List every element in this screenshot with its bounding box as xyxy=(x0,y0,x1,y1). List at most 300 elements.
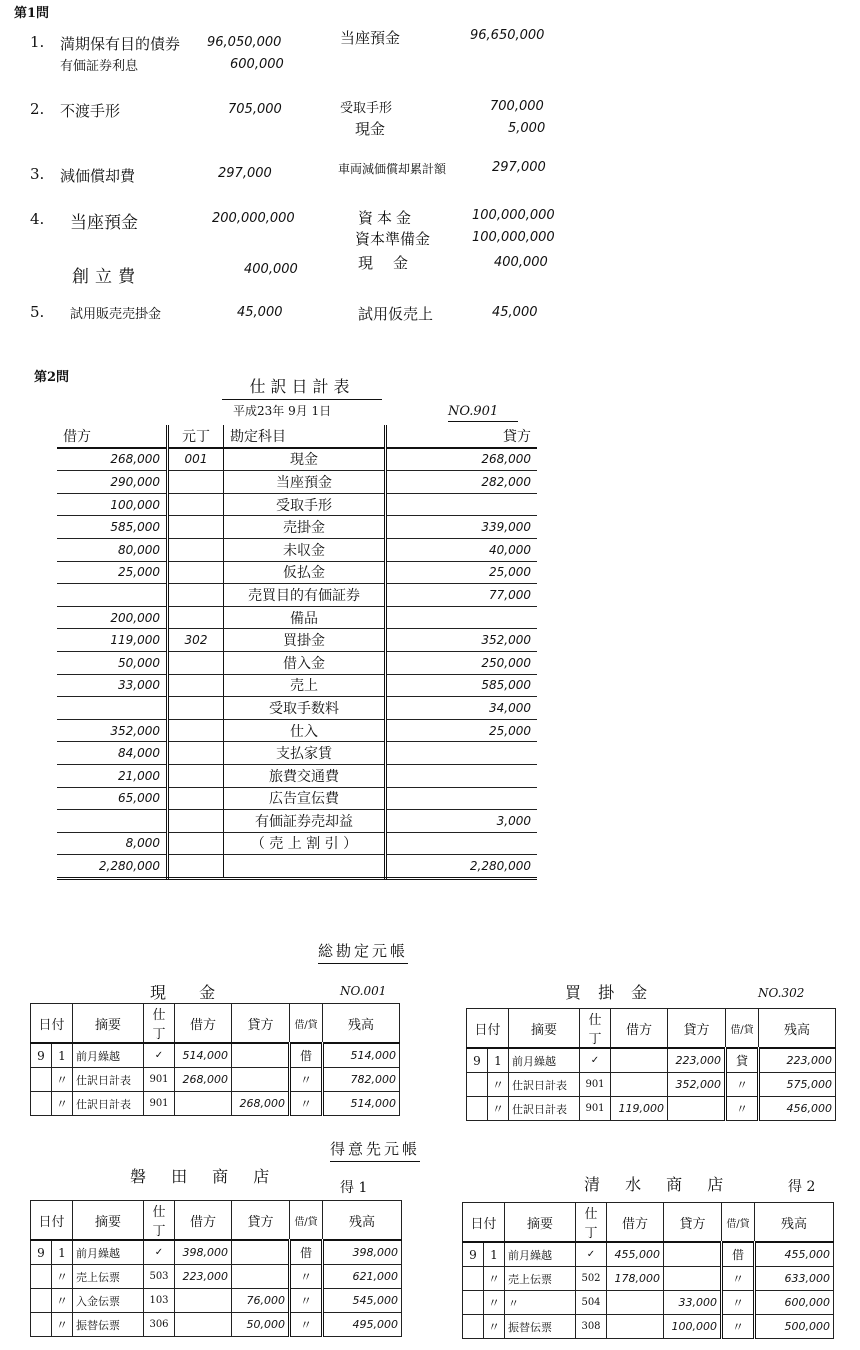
debit-header: 借方 xyxy=(611,1009,668,1049)
credit-header: 貸方 xyxy=(386,425,538,448)
ledger-row xyxy=(467,1048,836,1073)
ledger-row xyxy=(463,1267,834,1291)
credit-account: 受取手形 xyxy=(340,101,393,116)
day-cell: 〃 xyxy=(52,1289,73,1313)
ref-cell xyxy=(168,471,224,494)
account-cell: 受取手数料 xyxy=(224,697,386,720)
balance-type-cell: 〃 xyxy=(290,1092,323,1116)
debit-cell xyxy=(611,1048,668,1073)
debit-cell: 25,000 xyxy=(57,561,168,584)
credit-amount: 400,000 xyxy=(494,255,548,270)
description-cell: 売上伝票 xyxy=(73,1265,144,1289)
debit-amount: 600,000 xyxy=(230,57,284,72)
description-header: 摘要 xyxy=(73,1201,144,1241)
journal-title: 仕訳日計表 xyxy=(222,374,382,400)
debit-cell: 50,000 xyxy=(57,651,168,674)
month-cell xyxy=(467,1097,488,1121)
ref-cell: 502 xyxy=(576,1267,607,1291)
account-cell: 売上 xyxy=(224,674,386,697)
ledger-header-row xyxy=(31,1004,400,1044)
balance-cell: 545,000 xyxy=(323,1289,402,1313)
journal-row xyxy=(57,855,537,879)
ledger-row xyxy=(467,1097,836,1121)
entry-number: 4. xyxy=(30,210,45,228)
ref-cell: ✓ xyxy=(580,1048,611,1073)
journal-row xyxy=(57,651,537,674)
account-cell: 売掛金 xyxy=(224,516,386,539)
ref-header: 元丁 xyxy=(168,425,224,448)
debit-amount: 96,050,000 xyxy=(207,35,282,50)
ledger-row xyxy=(463,1315,834,1339)
ledger-row xyxy=(463,1291,834,1315)
debit-account: 有価証券利息 xyxy=(60,59,139,74)
account-cell: 有価証券売却益 xyxy=(224,810,386,833)
day-cell: 1 xyxy=(52,1043,73,1068)
debit-cell: 268,000 xyxy=(57,448,168,471)
month-cell xyxy=(31,1265,52,1289)
debit-cell xyxy=(607,1315,664,1339)
description-cell: 前月繰越 xyxy=(509,1048,580,1073)
credit-cell xyxy=(386,742,538,765)
ledger-row xyxy=(31,1240,402,1265)
month-cell xyxy=(463,1315,484,1339)
debit-header: 借方 xyxy=(57,425,168,448)
credit-account: 現金 xyxy=(355,120,386,138)
debit-amount: 705,000 xyxy=(228,102,282,117)
debit-account: 試用販売売掛金 xyxy=(70,307,162,322)
ref-cell: 306 xyxy=(144,1313,175,1337)
credit-cell xyxy=(232,1265,290,1289)
journal-row xyxy=(57,810,537,833)
account-cell: 借入金 xyxy=(224,651,386,674)
ref-cell xyxy=(168,493,224,516)
credit-cell xyxy=(386,832,538,855)
ref-cell: 901 xyxy=(144,1068,175,1092)
account-cell: 受取手形 xyxy=(224,493,386,516)
debit-cell: 514,000 xyxy=(175,1043,232,1068)
ref-header: 仕丁 xyxy=(576,1203,607,1243)
debit-cell xyxy=(57,584,168,607)
shimizu-ledger-number: 得 2 xyxy=(788,1179,816,1195)
ref-cell xyxy=(168,719,224,742)
balance-cell: 621,000 xyxy=(323,1265,402,1289)
debit-cell: 398,000 xyxy=(175,1240,232,1265)
credit-cell xyxy=(668,1097,726,1121)
debit-cell: 80,000 xyxy=(57,538,168,561)
month-cell xyxy=(467,1073,488,1097)
debit-header: 借方 xyxy=(175,1201,232,1241)
month-cell: 9 xyxy=(31,1240,52,1265)
debit-header: 借方 xyxy=(175,1004,232,1044)
credit-account: 当座預金 xyxy=(340,29,401,47)
month-cell xyxy=(463,1267,484,1291)
day-cell: 1 xyxy=(52,1240,73,1265)
balance-header: 残高 xyxy=(755,1203,834,1243)
description-header: 摘要 xyxy=(73,1004,144,1044)
balance-type-cell: 貸 xyxy=(726,1048,759,1073)
credit-cell: 3,000 xyxy=(386,810,538,833)
balance-type-cell: 〃 xyxy=(722,1291,755,1315)
account-cell: 現金 xyxy=(224,448,386,471)
credit-cell: 40,000 xyxy=(386,538,538,561)
ref-cell: 901 xyxy=(580,1073,611,1097)
account-cell xyxy=(224,855,386,879)
payable-ledger-number: NO.302 xyxy=(758,986,805,1000)
month-cell: 9 xyxy=(463,1242,484,1267)
ref-cell xyxy=(168,697,224,720)
entry-number: 1. xyxy=(30,33,45,51)
day-cell: 1 xyxy=(488,1048,509,1073)
ref-cell: 001 xyxy=(168,448,224,471)
debit-cell: 352,000 xyxy=(57,719,168,742)
credit-cell: 585,000 xyxy=(386,674,538,697)
description-cell: 前月繰越 xyxy=(505,1242,576,1267)
customer-ledger-title: 得意先元帳 xyxy=(330,1138,420,1162)
month-cell: 9 xyxy=(31,1043,52,1068)
ref-cell: ✓ xyxy=(576,1242,607,1267)
journal-header-row xyxy=(57,425,537,448)
account-cell: 買掛金 xyxy=(224,629,386,652)
ref-header: 仕丁 xyxy=(144,1004,175,1044)
debit-cell: 33,000 xyxy=(57,674,168,697)
debit-cell: 200,000 xyxy=(57,606,168,629)
day-cell: 〃 xyxy=(52,1265,73,1289)
credit-cell: 33,000 xyxy=(664,1291,722,1315)
ledger-row xyxy=(31,1265,402,1289)
q2-heading: 第2問 xyxy=(34,370,70,385)
debit-cell: 455,000 xyxy=(607,1242,664,1267)
journal-row xyxy=(57,832,537,855)
credit-cell: 25,000 xyxy=(386,561,538,584)
ref-header: 仕丁 xyxy=(580,1009,611,1049)
account-cell: 仮払金 xyxy=(224,561,386,584)
balance-cell: 398,000 xyxy=(323,1240,402,1265)
balance-type-cell: 借 xyxy=(290,1043,323,1068)
debit-amount: 200,000,000 xyxy=(212,211,295,226)
debit-account: 創立費 xyxy=(72,267,141,287)
account-cell: 旅費交通費 xyxy=(224,764,386,787)
debit-cell xyxy=(607,1291,664,1315)
balance-type-cell: 借 xyxy=(290,1240,323,1265)
journal-table xyxy=(57,425,537,880)
journal-row xyxy=(57,697,537,720)
entry-number: 5. xyxy=(30,303,45,321)
credit-cell xyxy=(664,1242,722,1267)
ledger-row xyxy=(463,1242,834,1267)
debit-cell: 65,000 xyxy=(57,787,168,810)
debit-cell: 223,000 xyxy=(175,1265,232,1289)
debit-cell: 178,000 xyxy=(607,1267,664,1291)
credit-cell: 352,000 xyxy=(386,629,538,652)
debit-cell: 84,000 xyxy=(57,742,168,765)
account-cell: 当座預金 xyxy=(224,471,386,494)
credit-cell xyxy=(232,1068,290,1092)
account-cell: 売買目的有価証券 xyxy=(224,584,386,607)
balance-cell: 575,000 xyxy=(759,1073,836,1097)
journal-row xyxy=(57,629,537,652)
credit-cell: 250,000 xyxy=(386,651,538,674)
credit-amount: 96,650,000 xyxy=(470,28,545,43)
payable-ledger-table xyxy=(466,1008,836,1121)
ledger-row xyxy=(467,1073,836,1097)
ref-cell xyxy=(168,561,224,584)
balance-type-cell: 〃 xyxy=(290,1265,323,1289)
debit-cell: 119,000 xyxy=(57,629,168,652)
date-header: 日付 xyxy=(463,1203,505,1243)
credit-header: 貸方 xyxy=(664,1203,722,1243)
debit-cell: 268,000 xyxy=(175,1068,232,1092)
balance-header: 残高 xyxy=(323,1004,400,1044)
ledger-row xyxy=(31,1092,400,1116)
description-cell: 仕訳日計表 xyxy=(509,1073,580,1097)
ref-cell xyxy=(168,516,224,539)
debit-cell: 2,280,000 xyxy=(57,855,168,879)
credit-cell: 339,000 xyxy=(386,516,538,539)
payable-ledger-title: 買 掛 金 xyxy=(565,983,654,1002)
ledger-row xyxy=(31,1068,400,1092)
debit-cell xyxy=(611,1073,668,1097)
month-cell xyxy=(31,1289,52,1313)
balance-cell: 600,000 xyxy=(755,1291,834,1315)
journal-row xyxy=(57,719,537,742)
cash-ledger-table xyxy=(30,1003,400,1116)
journal-row xyxy=(57,674,537,697)
description-cell: 前月繰越 xyxy=(73,1043,144,1068)
journal-row xyxy=(57,742,537,765)
debit-amount: 400,000 xyxy=(244,262,298,277)
credit-amount: 297,000 xyxy=(492,160,546,175)
credit-cell xyxy=(386,493,538,516)
ref-cell xyxy=(168,832,224,855)
balance-type-cell: 〃 xyxy=(290,1313,323,1337)
debit-amount: 297,000 xyxy=(218,166,272,181)
balance-type-cell: 〃 xyxy=(722,1267,755,1291)
journal-row xyxy=(57,471,537,494)
day-cell: 〃 xyxy=(488,1073,509,1097)
balance-type-cell: 〃 xyxy=(290,1289,323,1313)
ref-cell: 901 xyxy=(144,1092,175,1116)
debit-cell xyxy=(57,810,168,833)
month-cell xyxy=(31,1313,52,1337)
credit-cell: 282,000 xyxy=(386,471,538,494)
ref-cell: 308 xyxy=(576,1315,607,1339)
journal-row xyxy=(57,538,537,561)
credit-amount: 45,000 xyxy=(492,305,538,320)
account-cell: 備品 xyxy=(224,606,386,629)
credit-header: 貸方 xyxy=(668,1009,726,1049)
ref-cell xyxy=(168,651,224,674)
description-cell: 仕訳日計表 xyxy=(509,1097,580,1121)
balance-cell: 455,000 xyxy=(755,1242,834,1267)
credit-cell: 268,000 xyxy=(386,448,538,471)
day-cell: 1 xyxy=(484,1242,505,1267)
day-cell: 〃 xyxy=(52,1068,73,1092)
general-ledger-title: 総勘定元帳 xyxy=(318,940,408,964)
description-cell: 売上伝票 xyxy=(505,1267,576,1291)
credit-amount: 700,000 xyxy=(490,99,544,114)
credit-cell: 50,000 xyxy=(232,1313,290,1337)
journal-row xyxy=(57,606,537,629)
balance-type-cell: 借 xyxy=(722,1242,755,1267)
journal-row xyxy=(57,448,537,471)
description-cell: 振替伝票 xyxy=(73,1313,144,1337)
debit-cell xyxy=(175,1092,232,1116)
day-cell: 〃 xyxy=(52,1313,73,1337)
day-cell: 〃 xyxy=(484,1267,505,1291)
ref-cell xyxy=(168,742,224,765)
ref-cell: 503 xyxy=(144,1265,175,1289)
month-cell: 9 xyxy=(467,1048,488,1073)
debit-cell: 119,000 xyxy=(611,1097,668,1121)
description-cell: 〃 xyxy=(505,1291,576,1315)
credit-cell xyxy=(386,606,538,629)
debit-cell xyxy=(175,1289,232,1313)
balance-type-cell: 〃 xyxy=(290,1068,323,1092)
credit-cell: 76,000 xyxy=(232,1289,290,1313)
debit-account: 減価償却費 xyxy=(60,167,136,185)
journal-row xyxy=(57,764,537,787)
balance-type-header: 借/貸 xyxy=(290,1004,323,1044)
iwata-ledger-title: 磐 田 商 店 xyxy=(130,1167,280,1186)
credit-header: 貸方 xyxy=(232,1004,290,1044)
balance-header: 残高 xyxy=(759,1009,836,1049)
ledger-header-row xyxy=(463,1203,834,1243)
debit-cell xyxy=(57,697,168,720)
entry-number: 3. xyxy=(30,165,45,183)
credit-cell xyxy=(386,764,538,787)
ref-cell: ✓ xyxy=(144,1043,175,1068)
ref-cell xyxy=(168,810,224,833)
cash-ledger-title: 現 金 xyxy=(150,983,230,1002)
iwata-ledger-table xyxy=(30,1200,402,1337)
description-cell: 前月繰越 xyxy=(73,1240,144,1265)
journal-row xyxy=(57,561,537,584)
ledger-header-row xyxy=(467,1009,836,1049)
debit-account: 当座預金 xyxy=(70,213,138,233)
ref-cell xyxy=(168,674,224,697)
ref-cell xyxy=(168,584,224,607)
credit-cell: 268,000 xyxy=(232,1092,290,1116)
ref-cell: 302 xyxy=(168,629,224,652)
date-header: 日付 xyxy=(31,1004,73,1044)
credit-account: 試用仮売上 xyxy=(358,305,434,323)
ref-cell: 103 xyxy=(144,1289,175,1313)
balance-header: 残高 xyxy=(323,1201,402,1241)
credit-account: 現金 xyxy=(358,254,429,272)
credit-cell xyxy=(232,1240,290,1265)
month-cell xyxy=(31,1068,52,1092)
balance-cell: 514,000 xyxy=(323,1092,400,1116)
ref-cell: 901 xyxy=(580,1097,611,1121)
iwata-ledger-number: 得 1 xyxy=(340,1180,368,1196)
credit-cell: 25,000 xyxy=(386,719,538,742)
credit-cell: 352,000 xyxy=(668,1073,726,1097)
balance-type-cell: 〃 xyxy=(726,1073,759,1097)
date-header: 日付 xyxy=(467,1009,509,1049)
ref-cell xyxy=(168,764,224,787)
credit-amount: 100,000,000 xyxy=(472,230,555,245)
account-cell: 仕入 xyxy=(224,719,386,742)
credit-cell: 223,000 xyxy=(668,1048,726,1073)
date-header: 日付 xyxy=(31,1201,73,1241)
credit-account: 資本準備金 xyxy=(355,230,431,248)
account-header: 勘定科目 xyxy=(224,425,386,448)
debit-cell: 8,000 xyxy=(57,832,168,855)
journal-row xyxy=(57,787,537,810)
shimizu-ledger-table xyxy=(462,1202,834,1339)
credit-cell xyxy=(232,1043,290,1068)
description-cell: 入金伝票 xyxy=(73,1289,144,1313)
debit-cell xyxy=(175,1313,232,1337)
debit-cell: 290,000 xyxy=(57,471,168,494)
balance-cell: 514,000 xyxy=(323,1043,400,1068)
balance-type-header: 借/貸 xyxy=(290,1201,323,1241)
ledger-row xyxy=(31,1289,402,1313)
ref-cell xyxy=(168,606,224,629)
journal-row xyxy=(57,584,537,607)
day-cell: 〃 xyxy=(52,1092,73,1116)
account-cell: 未収金 xyxy=(224,538,386,561)
description-cell: 仕訳日計表 xyxy=(73,1092,144,1116)
debit-header: 借方 xyxy=(607,1203,664,1243)
day-cell: 〃 xyxy=(484,1315,505,1339)
credit-account: 資本金 xyxy=(358,209,416,227)
cash-ledger-number: NO.001 xyxy=(340,984,387,998)
credit-cell xyxy=(664,1267,722,1291)
balance-cell: 456,000 xyxy=(759,1097,836,1121)
ref-cell: 504 xyxy=(576,1291,607,1315)
account-cell: 支払家賃 xyxy=(224,742,386,765)
day-cell: 〃 xyxy=(484,1291,505,1315)
month-cell xyxy=(463,1291,484,1315)
journal-date: 平成23年 9月 1日 xyxy=(233,404,332,418)
account-cell: 広告宣伝費 xyxy=(224,787,386,810)
ledger-row xyxy=(31,1313,402,1337)
debit-cell: 585,000 xyxy=(57,516,168,539)
balance-type-cell: 〃 xyxy=(722,1315,755,1339)
credit-cell: 77,000 xyxy=(386,584,538,607)
ref-header: 仕丁 xyxy=(144,1201,175,1241)
balance-cell: 495,000 xyxy=(323,1313,402,1337)
debit-account: 不渡手形 xyxy=(60,102,121,120)
ref-cell xyxy=(168,538,224,561)
balance-cell: 500,000 xyxy=(755,1315,834,1339)
ledger-row xyxy=(31,1043,400,1068)
journal-row xyxy=(57,493,537,516)
account-cell: （ 売 上 割 引 ） xyxy=(224,832,386,855)
description-header: 摘要 xyxy=(505,1203,576,1243)
credit-cell: 2,280,000 xyxy=(386,855,538,879)
description-cell: 仕訳日計表 xyxy=(73,1068,144,1092)
ledger-header-row xyxy=(31,1201,402,1241)
credit-cell xyxy=(386,787,538,810)
balance-cell: 223,000 xyxy=(759,1048,836,1073)
credit-cell: 100,000 xyxy=(664,1315,722,1339)
debit-cell: 100,000 xyxy=(57,493,168,516)
balance-type-cell: 〃 xyxy=(726,1097,759,1121)
ref-cell xyxy=(168,855,224,879)
ref-cell xyxy=(168,787,224,810)
credit-amount: 100,000,000 xyxy=(472,208,555,223)
description-header: 摘要 xyxy=(509,1009,580,1049)
debit-account: 満期保有目的債券 xyxy=(60,35,181,53)
credit-header: 貸方 xyxy=(232,1201,290,1241)
month-cell xyxy=(31,1092,52,1116)
ref-cell: ✓ xyxy=(144,1240,175,1265)
balance-type-header: 借/貸 xyxy=(722,1203,755,1243)
journal-row xyxy=(57,516,537,539)
balance-type-header: 借/貸 xyxy=(726,1009,759,1049)
